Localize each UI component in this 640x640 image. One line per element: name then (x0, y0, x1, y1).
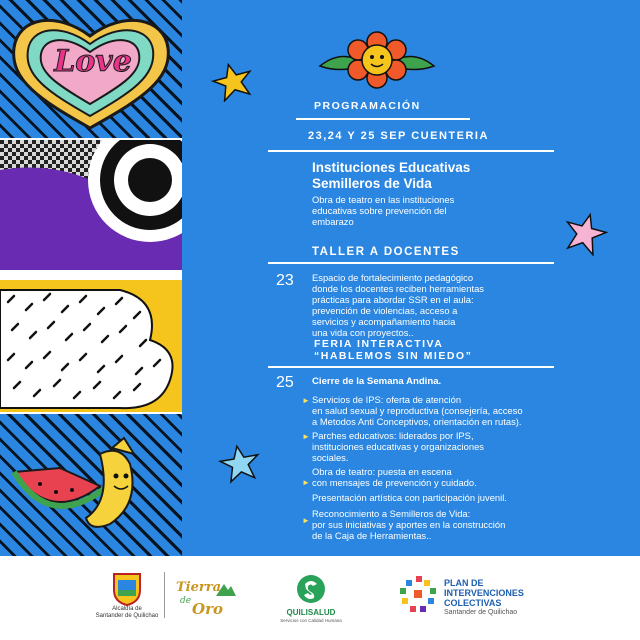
feria-item: Reconocimiento a Semilleros de Vida: (312, 508, 471, 519)
quilisalud-label: QUILISALUD (286, 608, 336, 617)
feria-item: con mensajes de prevención y cuidado. (312, 477, 477, 488)
taller-line: prevención de violencias, acceso a (312, 305, 458, 316)
circle-decoration (0, 140, 182, 270)
mountain-icon (216, 580, 236, 596)
star-icon (216, 444, 264, 484)
feria-item: Obra de teatro: puesta en escena (312, 466, 452, 477)
footer-separator (164, 572, 165, 618)
bullet-icon: ► (302, 516, 310, 525)
feria-item: en salud sexual y reproductiva (consejería, acceso (312, 405, 523, 416)
plan-intervenciones-logo-icon (398, 576, 440, 614)
taller-day: 23 (276, 272, 294, 289)
taller-line: donde los docentes reciben herramientas (312, 283, 484, 294)
feria-item: Parches educativos: liderados por IPS, (312, 430, 474, 441)
cloud-dashes-decoration (0, 280, 182, 414)
bullet-icon: ► (302, 432, 310, 441)
feria-heading: FERIA INTERACTIVA (314, 338, 444, 350)
purple-panel (0, 140, 182, 270)
alcaldia-label: Alcaldía de (112, 606, 142, 612)
heading-rule (296, 118, 470, 120)
plan-title: COLECTIVAS (444, 598, 502, 608)
closing-text: Cierre de la Semana Andina. (312, 376, 442, 387)
feria-item: Presentación artística con participación juvenil. (312, 492, 507, 503)
taller-heading: TALLER A DOCENTES (312, 246, 460, 258)
feria-item: por sus iniciativas y aportes en la construcción (312, 519, 506, 530)
tierra-logo-text: Tierra (176, 580, 222, 595)
plan-subtitle: Santander de Quilichao (444, 609, 518, 616)
institutions-title: Instituciones Educativas (312, 160, 471, 175)
taller-line: servicios y acompañamiento hacia (312, 316, 456, 327)
bullet-icon: ► (302, 478, 310, 487)
love-panel (0, 0, 182, 140)
star-icon (208, 62, 258, 102)
heading-rule (268, 366, 554, 368)
theater-description: educativas sobre prevención del (312, 205, 447, 216)
semilleros-title: Semilleros de Vida (312, 176, 432, 191)
plan-title: INTERVENCIONES (444, 588, 524, 598)
feria-day: 25 (276, 374, 294, 391)
feria-subheading: “HABLEMOS SIN MIEDO” (314, 350, 473, 362)
heading-rule (268, 150, 554, 152)
plan-title: PLAN DE (444, 578, 484, 588)
heading-rule (268, 262, 554, 264)
quilisalud-logo-icon (296, 574, 326, 604)
quilisalud-tagline: Servicios con Calidad Humana (280, 618, 342, 623)
fruit-panel (0, 414, 182, 556)
dates-heading: 23,24 Y 25 SEP CUENTERIA (308, 130, 489, 142)
feria-item: instituciones educativas y organizaciones (312, 441, 484, 452)
left-decor-column (0, 0, 182, 556)
panel-divider (0, 270, 182, 280)
love-text: Love (54, 44, 132, 79)
theater-description: Obra de teatro en las instituciones (312, 194, 455, 205)
theater-description: embarazo (312, 216, 354, 227)
taller-line: una vida con proyectos.. (312, 327, 414, 338)
taller-line: Espacio de fortalecimiento pedagógico (312, 272, 474, 283)
taller-line: prácticas para abordar SSR en el aula: (312, 294, 474, 305)
tierra-de-oro-logo (172, 578, 238, 622)
watermelon-banana-sticker (0, 414, 182, 556)
tierra-logo-text: de (180, 596, 192, 606)
feria-item: Servicios de IPS: oferta de atención (312, 394, 462, 405)
feria-item: sociales. (312, 452, 349, 463)
tierra-logo-text: Oro (192, 600, 223, 618)
flower-sticker (312, 30, 442, 90)
programacion-heading: PROGRAMACIÓN (314, 100, 421, 112)
yellow-panel (0, 280, 182, 414)
star-icon (558, 212, 612, 256)
feria-item: de la Caja de Herramientas.. (312, 530, 432, 541)
feria-item: a Metodos Anti Conceptivos, orientación en rutas). (312, 416, 522, 427)
alcaldia-label: Santander de Quilichao (95, 613, 159, 619)
alcaldia-shield-icon (112, 572, 142, 606)
bullet-icon: ► (302, 396, 310, 405)
